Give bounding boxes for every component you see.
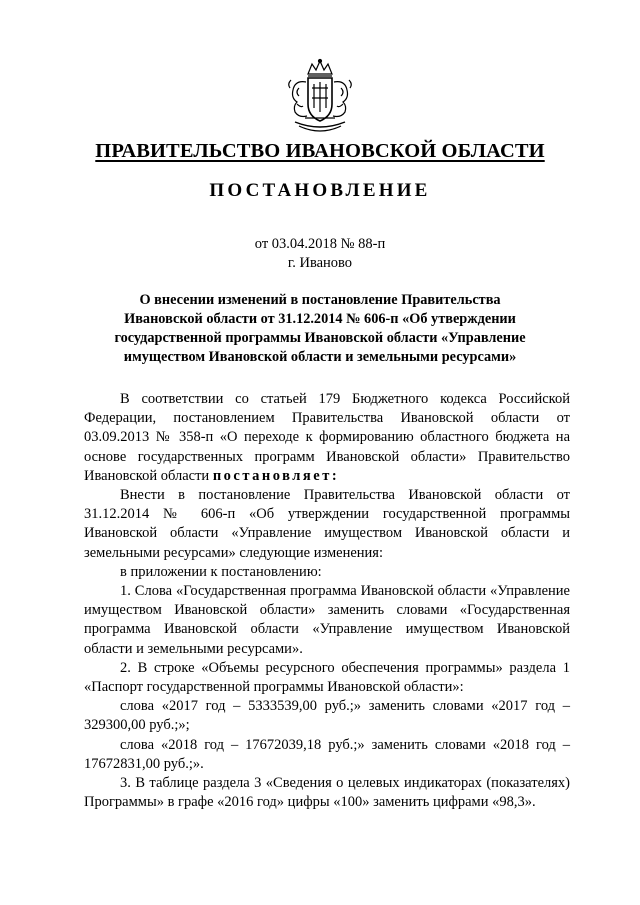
- paragraph: слова «2017 год – 5333539,00 руб.;» заменить словами «2017 год – 329300,00 руб.;»;: [84, 698, 570, 734]
- subject-line: имуществом Ивановской области и земельными ресурсами»: [123, 349, 517, 365]
- ivanovo-coat-of-arms-icon: [281, 58, 359, 136]
- decree-word: постановляет:: [212, 467, 340, 484]
- paragraph-text: В соответствии со статьей 179 Бюджетного кодекса Российской Федерации, постановлением Правительства Ивановской области от 03.09.2013 № 358-п «О переходе к формированию областного бюджета на основе государственных программ Ивановской области» Правительство Ивановской области: [84, 391, 570, 484]
- paragraph: 3. В таблице раздела 3 «Сведения о целевых индикаторах (показателях) Программы» в графе «2016 год» цифры «100» заменить цифрами «98,3».: [84, 775, 570, 811]
- subject-line: Ивановской области от 31.12.2014 № 606-п «Об утверждении: [124, 311, 516, 327]
- document-body: [84, 390, 570, 812]
- paragraph: 2. В строке «Объемы ресурсного обеспечения программы» раздела 1 «Паспорт государственной программы Ивановской области»:: [84, 659, 570, 696]
- paragraph: слова «2018 год – 17672039,18 руб.;» заменить словами «2018 год – 17672831,00 руб.;».: [84, 736, 570, 772]
- paragraph: 1. Слова «Государственная программа Ивановской области «Управление имуществом Ивановской области» заменить словами «Государственная программа Ивановской области «Управление имуществом Ивановской области и земельными ресурсами».: [84, 583, 570, 657]
- government-title: ПРАВИТЕЛЬСТВО ИВАНОВСКОЙ ОБЛАСТИ: [95, 140, 545, 162]
- decree-subject: [80, 291, 560, 367]
- document-type: ПОСТАНОВЛЕНИЕ: [209, 180, 431, 201]
- city: г. Иваново: [287, 255, 353, 271]
- paragraph: в приложении к постановлению:: [120, 563, 322, 580]
- subject-line: О внесении изменений в постановление Правительства: [139, 292, 501, 308]
- date-number: от 03.04.2018 № 88-п: [254, 236, 386, 252]
- subject-line: государственной программы Ивановской области «Управление: [114, 330, 526, 346]
- paragraph: Внести в постановление Правительства Ивановской области от 31.12.2014 № 606-п «Об утверждении государственной программы Ивановской области «Управление имуществом Ивановской области и земельными ресурсами» следующие изменения:: [84, 487, 570, 561]
- paragraph: [84, 390, 570, 486]
